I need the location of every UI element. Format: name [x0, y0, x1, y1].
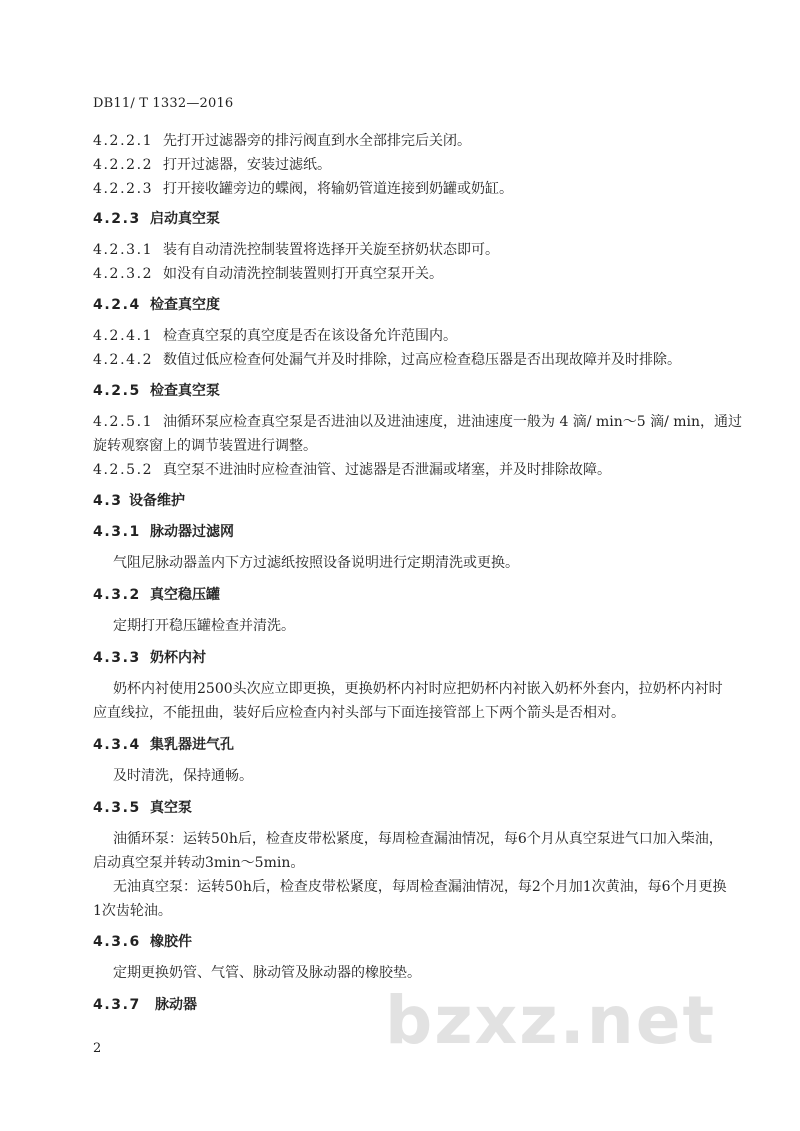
section-heading-4-2-5 — [93, 381, 220, 401]
clause-text: 打开过滤器，安装过滤纸。 — [163, 157, 331, 173]
document-header: DB11/ T 1332—2016 — [93, 96, 234, 111]
paragraph-text: 应直线拉，不能扭曲，装好后应检查内衬头部与下面连接管部上下两个箭头是否相对。 — [93, 705, 625, 721]
clause-4-2-2-3 — [93, 179, 513, 199]
clause-number: 4.2.2.2 — [93, 157, 154, 173]
section-number: 4.3.3 — [93, 650, 141, 666]
clause-number: 4.2.4.2 — [93, 352, 154, 368]
clause-4-2-3-2 — [93, 264, 443, 284]
clause-text: 先打开过滤器旁的排污阀直到水全部排完后关闭。 — [163, 133, 471, 149]
paragraph-4-3-3-line-2 — [93, 703, 625, 723]
clause-text: 打开接收罐旁边的蝶阀，将输奶管道连接到奶罐或奶缸。 — [163, 181, 513, 197]
section-heading-4-3-1 — [93, 522, 234, 542]
section-heading-4-3-5 — [93, 798, 192, 818]
section-heading-4-3-7 — [93, 995, 197, 1015]
section-heading-4-3-6 — [93, 932, 192, 952]
section-title: 启动真空泵 — [150, 211, 220, 227]
clause-4-2-2-1 — [93, 131, 471, 151]
clause-text: 数值过低应检查何处漏气并及时排除，过高应检查稳压器是否出现故障并及时排除。 — [163, 352, 681, 368]
paragraph-text: 启动真空泵并转动3min～5min。 — [93, 855, 305, 871]
section-number: 4.2.5 — [93, 383, 141, 399]
paragraph-text: 气阻尼脉动器盖内下方过滤纸按照设备说明进行定期清洗或更换。 — [113, 555, 519, 571]
section-title: 检查真空泵 — [150, 383, 220, 399]
paragraph-4-3-5-line-1 — [113, 829, 723, 849]
paragraph-4-3-3-line-1 — [113, 679, 723, 699]
section-title: 真空稳压罐 — [150, 587, 220, 603]
section-number: 4.3.4 — [93, 737, 141, 753]
clause-number: 4.2.5.1 — [93, 414, 154, 430]
paragraph-4-3-5-line-3 — [113, 877, 727, 897]
section-title: 集乳器进气孔 — [150, 737, 234, 753]
section-title: 橡胶件 — [150, 934, 192, 950]
clause-number: 4.2.4.1 — [93, 328, 154, 344]
paragraph-text: 及时清洗，保持通畅。 — [113, 768, 253, 784]
paragraph-text: 奶杯内衬使用2500头次应立即更换，更换奶杯内衬时应把奶杯内衬嵌入奶杯外套内，拉奶杯内衬时 — [113, 681, 723, 697]
section-number: 4.3.2 — [93, 587, 141, 603]
paragraph-4-3-5-line-4 — [93, 901, 172, 921]
section-title: 检查真空度 — [150, 297, 220, 313]
clause-number: 4.2.2.1 — [93, 133, 154, 149]
section-title: 设备维护 — [129, 493, 185, 509]
clause-4-2-5-2 — [93, 460, 611, 480]
paragraph-4-3-1 — [113, 553, 519, 573]
watermark: bzxz.net — [385, 982, 717, 1059]
clause-number: 4.2.3.2 — [93, 266, 154, 282]
clause-number: 4.2.2.3 — [93, 181, 154, 197]
paragraph-text: 定期打开稳压罐检查并清洗。 — [113, 618, 295, 634]
page-number: 2 — [93, 1041, 102, 1056]
paragraph-4-3-2 — [113, 616, 295, 636]
section-title: 脉动器 — [155, 997, 197, 1013]
paragraph-text: 油循环泵：运转50h后，检查皮带松紧度，每周检查漏油情况，每6个月从真空泵进气口加入柴油， — [113, 831, 723, 847]
clause-number: 4.2.3.1 — [93, 242, 154, 258]
clause-text: 旋转观察窗上的调节装置进行调整。 — [93, 438, 317, 454]
paragraph-4-3-6 — [113, 963, 421, 983]
paragraph-text: 定期更换奶管、气管、脉动管及脉动器的橡胶垫。 — [113, 965, 421, 981]
clause-text: 如没有自动清洗控制装置则打开真空泵开关。 — [163, 266, 443, 282]
section-title: 真空泵 — [150, 800, 192, 816]
clause-text: 检查真空泵的真空度是否在该设备允许范围内。 — [163, 328, 457, 344]
section-heading-4-3 — [93, 491, 185, 511]
clause-4-2-3-1 — [93, 240, 499, 260]
section-number: 4.3.7 — [93, 997, 141, 1013]
clause-4-2-5-1 — [93, 412, 742, 432]
section-number: 4.3.5 — [93, 800, 141, 816]
section-title: 奶杯内衬 — [150, 650, 206, 666]
clause-4-2-2-2 — [93, 155, 331, 175]
clause-4-2-4-2 — [93, 350, 681, 370]
clause-text: 真空泵不进油时应检查油管、过滤器是否泄漏或堵塞，并及时排除故障。 — [163, 462, 611, 478]
paragraph-text: 1次齿轮油。 — [93, 903, 172, 919]
section-title: 脉动器过滤网 — [150, 524, 234, 540]
section-heading-4-2-3 — [93, 209, 220, 229]
section-heading-4-3-3 — [93, 648, 206, 668]
clause-text: 油循环泵应检查真空泵是否进油以及进油速度，进油速度一般为 4 滴/ min～5 滴/ min，通过 — [163, 414, 743, 430]
section-number: 4.3.1 — [93, 524, 141, 540]
paragraph-4-3-5-line-2 — [93, 853, 304, 873]
section-number: 4.2.3 — [93, 211, 141, 227]
clause-4-2-5-1-continued — [93, 436, 317, 456]
paragraph-4-3-4 — [113, 766, 253, 786]
section-number: 4.3.6 — [93, 934, 141, 950]
clause-number: 4.2.5.2 — [93, 462, 154, 478]
section-heading-4-3-4 — [93, 735, 234, 755]
section-number: 4.2.4 — [93, 297, 141, 313]
clause-4-2-4-1 — [93, 326, 457, 346]
clause-text: 装有自动清洗控制装置将选择开关旋至挤奶状态即可。 — [163, 242, 499, 258]
paragraph-text: 无油真空泵：运转50h后，检查皮带松紧度，每周检查漏油情况，每2个月加1次黄油，每6个月更换 — [113, 879, 727, 895]
section-heading-4-3-2 — [93, 585, 220, 605]
section-number: 4.3 — [93, 493, 123, 509]
section-heading-4-2-4 — [93, 295, 220, 315]
